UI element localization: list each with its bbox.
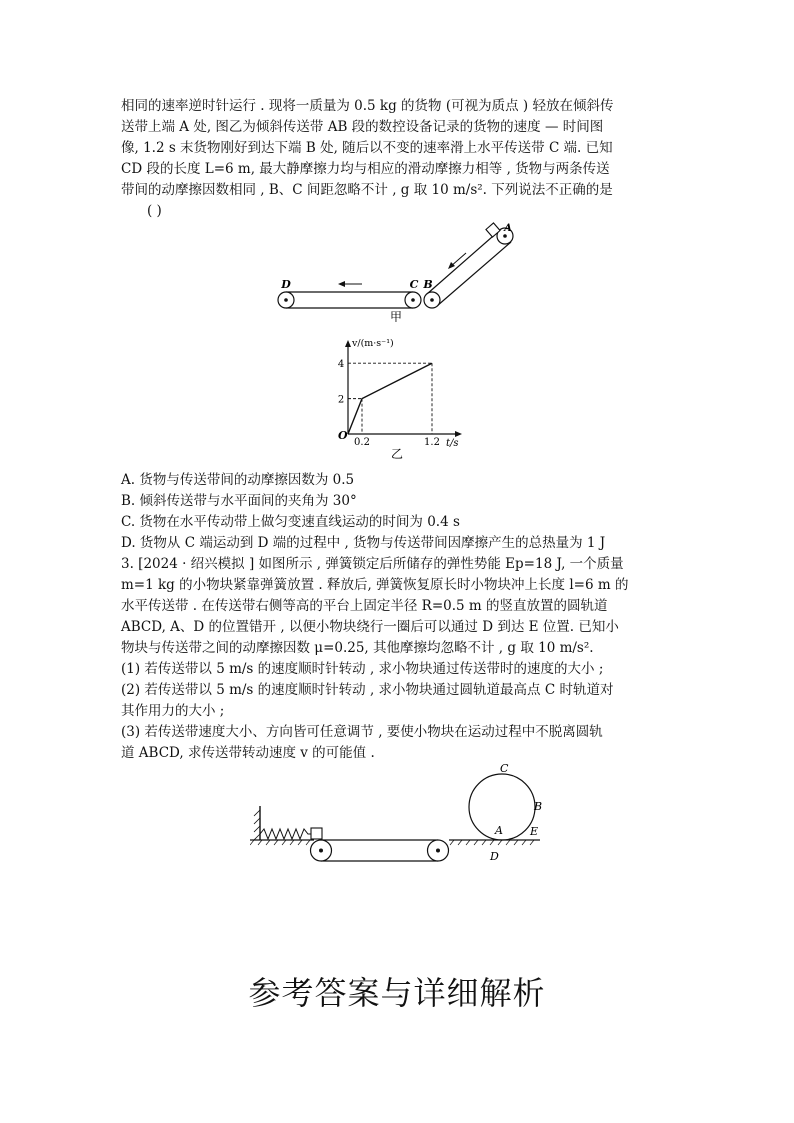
label-d: D bbox=[490, 850, 499, 863]
question-2-options bbox=[121, 470, 681, 554]
label-b: B bbox=[534, 800, 543, 813]
q3-line-3: 水平传送带 . 在传送带右侧等高的平台上固定半径 R=0.5 m 的竖直放置的圆轨道 bbox=[121, 598, 608, 614]
q3-line-4: ABCD, A、D 的位置错开 , 以便小物块绕行一圈后可以通过 D 到达 E 位置. 已知小 bbox=[121, 619, 619, 635]
q2-line-1: 相同的速率逆时针运行 . 现将一质量为 0.5 kg 的货物 (可视为质点 ) 轻放在倾斜传 bbox=[121, 98, 614, 114]
q3-line-1: 3. [2024 · 绍兴模拟 ] 如图所示 , 弹簧锁定后所储存的弹性势能 Ep=18 J, 一个质量 bbox=[121, 556, 624, 572]
q3-part-2: (2) 若传送带以 5 m/s 的速度顺时针转动 , 求小物块通过圆轨道最高点 C 时轨道对 bbox=[121, 682, 614, 698]
figure-jia-conveyor bbox=[272, 222, 532, 322]
y-tick-label-1: 4 bbox=[337, 359, 345, 371]
q2-line-5: 带间的动摩擦因数相同 , B、C 间距忽略不计 , g 取 10 m/s². 下列说法不正确的是 bbox=[121, 182, 613, 198]
q3-part-3-cont: 道 ABCD, 求传送带转动速度 v 的可能值 . bbox=[121, 745, 375, 761]
x-axis-label: t/s bbox=[446, 438, 459, 449]
q2-answer-bracket: ( ) bbox=[147, 203, 162, 219]
option-a: A. 货物与传送带间的动摩擦因数为 0.5 bbox=[121, 472, 355, 488]
label-b: B bbox=[423, 278, 433, 291]
q2-line-3: 像, 1.2 s 末货物刚好到达下端 B 处, 随后以不变的速率滑上水平传送带 C 端. 已知 bbox=[121, 140, 613, 156]
y-axis-label: v/(m·s⁻¹) bbox=[352, 338, 394, 349]
option-b: B. 倾斜传送带与水平面间的夹角为 30° bbox=[121, 493, 357, 509]
q3-part-1: (1) 若传送带以 5 m/s 的速度顺时针转动 , 求小物块通过传送带时的速度的大小 ; bbox=[121, 661, 604, 677]
option-c: C. 货物在水平传动带上做匀变速直线运动的时间为 0.4 s bbox=[121, 514, 460, 530]
q3-part-2-cont: 其作用力的大小 ; bbox=[121, 703, 225, 719]
arrow-left-icon bbox=[338, 281, 362, 287]
figure-q3-spring-belt-loop bbox=[250, 760, 550, 868]
figure-yi-vt-graph bbox=[322, 334, 472, 460]
q2-line-2: 送带上端 A 处, 图乙为倾斜传送带 AB 段的数控设备记录的货物的速度 — 时间图 bbox=[121, 119, 604, 135]
x-tick-label-0: 0.2 bbox=[354, 437, 370, 448]
q3-part-3: (3) 若传送带速度大小、方向皆可任意调节 , 要使小物块在运动过程中不脱离圆轨 bbox=[121, 724, 603, 740]
label-c: C bbox=[409, 278, 419, 291]
axes bbox=[345, 340, 462, 437]
figure-yi-caption: 乙 bbox=[390, 447, 404, 460]
origin-label: O bbox=[338, 429, 348, 442]
label-d: D bbox=[281, 278, 291, 291]
small-block bbox=[311, 828, 322, 839]
question-2-text bbox=[121, 96, 681, 222]
q2-line-4: CD 段的长度 L=6 m, 最大静摩擦力均与相应的滑动摩擦力相等 , 货物与两条传送 bbox=[121, 161, 610, 177]
y-tick-label-0: 2 bbox=[337, 394, 345, 406]
spring bbox=[260, 829, 311, 839]
x-tick-label-1: 1.2 bbox=[424, 437, 440, 448]
label-a: A bbox=[495, 824, 503, 837]
answer-section-title: 参考答案与详细解析 bbox=[248, 974, 546, 1012]
label-a: A bbox=[504, 223, 512, 234]
question-3-text bbox=[121, 554, 681, 764]
wall bbox=[254, 806, 260, 840]
q3-line-2: m=1 kg 的小物块紧靠弹簧放置 . 释放后, 弹簧恢复原长时小物块冲上长度 l=6 m 的 bbox=[121, 577, 629, 593]
option-d: D. 货物从 C 端运动到 D 端的过程中 , 货物与传送带间因摩擦产生的总热量为 1 J bbox=[121, 535, 606, 551]
label-e: E bbox=[530, 825, 539, 838]
figure-jia-caption: 甲 bbox=[389, 310, 403, 322]
label-c: C bbox=[500, 762, 509, 775]
arrow-down-left-icon bbox=[448, 253, 466, 269]
q3-line-5: 物块与传送带之间的动摩擦因数 μ=0.25, 其他摩擦均忽略不计 , g 取 10 m/s². bbox=[121, 640, 594, 656]
